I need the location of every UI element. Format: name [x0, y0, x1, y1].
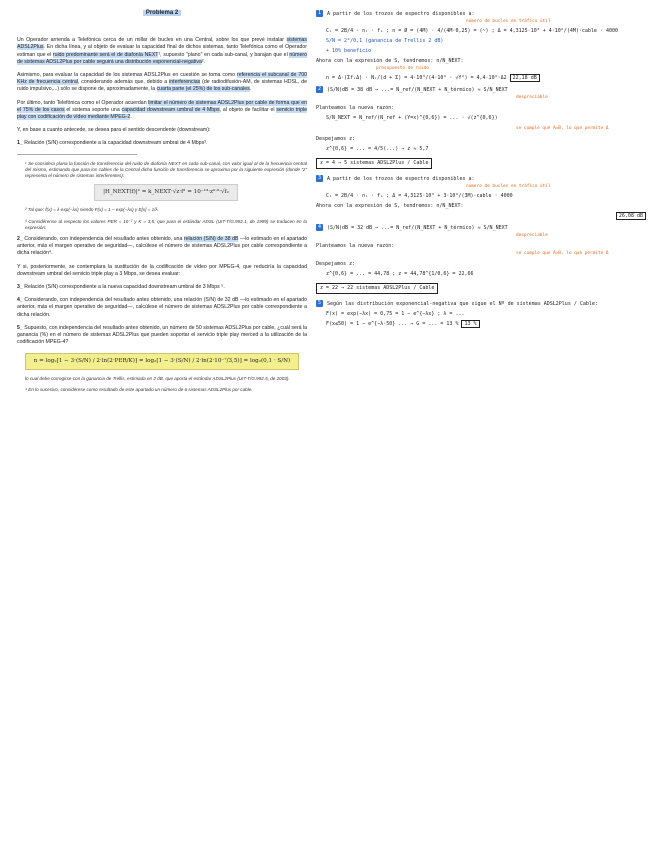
- result-box: 26,08 dB: [616, 212, 646, 220]
- solution-step-3: [316, 105, 646, 132]
- question-2: 2_ Considerando, con independencia del resultado antes obtenido, una relación (S/N) de 38 dB —lo estimado en el apartado anterior, más el margen operativo de seguridad—, calcúlese el número de sistemas ADSL2Plus por cable correspondiente a dicha relación⁴.: [17, 236, 307, 257]
- step-number: 5: [317, 300, 321, 306]
- question-1: 1_ Relación (S/N) correspondiente a la capacidad downstream umbral de 4 Mbps³.: [17, 140, 208, 147]
- intro-2: Y si, posteriormente, se contemplara la sustitución de la codificación de vídeo por MPEG-4, que reduciría la capacidad downstream umbral del servicio triple play a 3 Mbps, se desea evaluar:: [17, 263, 307, 277]
- equation: S/N_NEXT = N_ref/(N_ref + (Y=x)^{0,6}) = ... · √(z^{0,6}): [326, 115, 498, 121]
- footnote-1: ¹ Se considera plana la función de transferencia del ruido de diafonía NEXT en cada sub-canal, con valor igual al de la frecuencia central del mismo, estimando que para los cables de la Central dicha función de transferencia se aproxima por la siguiente expresión (donde "z" representa el número de sistemas interferentes):: [25, 160, 307, 179]
- result-box: 22,18 dB: [510, 74, 540, 82]
- equation: Cᵢ = 2B/4 · nᵢ · fₛ ; Δ = 4,3125·10³ + 3·10⁶/(3M)·cable · 4000: [326, 193, 513, 199]
- annotation: número de bucles en tráfico útil: [466, 19, 551, 24]
- annotation: + 10% beneficio: [326, 48, 372, 54]
- equation: F(x≤50) = 1 − e^{−λ·50} ... ⇒ G = ... = 13 %: [326, 321, 459, 327]
- question-3: 3_ Relación (S/N) correspondiente a la nueva capacidad downstream umbral de 3 Mbps ⁵.: [17, 284, 225, 291]
- equation: S/N = 2⁴/0,1 (ganancia de Trellis 2 dB): [326, 38, 444, 44]
- result-box: z = 22 → 22 sistemas ADSL2Plus / Cable: [316, 283, 438, 294]
- equation: Cᵢ = 2B/4 · nᵢ · fₛ ; n = Ø = (4M) · 4/(4M·0,25) = (~) ; Δ = 4,3125·10³ + 4·10⁶/(4M)·cable · 4000: [326, 28, 618, 34]
- text: Despejamos z:: [316, 261, 356, 267]
- intro-question: Y, en base a cuanto antecede, se desea para el sentido descendente (downstream):: [17, 127, 211, 134]
- footnotes-b: [17, 376, 307, 393]
- text: Planteamos la nueva razón:: [316, 243, 395, 249]
- annotation: despreciable: [516, 95, 548, 100]
- step-number: 1: [317, 10, 321, 16]
- solution-step-1: 1 A partir de los trozos de espectro disponibles a: número de bucles en tráfico útil Cᵢ = 2B/4 · nᵢ · fₛ ; n = Ø = (4M) · 4/(4M·0,25) = (~) ; Δ = 4,3125·10³ + 4·10⁶/(4M)·cable · 4000 S/N = 2⁴/0,1 (ganancia de Trellis 2 dB) + 10% beneficio Ahora con la expresión de S, tendremos: n/N_NEXT: presupuesto de ruido n = Δ·(ΣfᵢΔ) · Nᵢ/(d + Σ) = 4·10³/(4·10⁶ · √f²) = 4,4·10⁶·Δ2 22,18 dB: [316, 10, 646, 82]
- solution-step-6: 4 (S/N)dB = 32 dB ⇒ ...= N_ref/(N_NEXT + N_térmico) ≈ S/N_NEXT despreciable: [316, 224, 646, 239]
- problem-statement: [17, 10, 307, 398]
- result-box: 13 %: [461, 320, 479, 328]
- step-number: 2: [317, 86, 321, 92]
- footnote-3: ³ Considérense al respecto los valores PER = 10⁻⁷ y K = 3,5; que para el estándar ADSL (UIT-T/G.992.1, de 1999) se traducen en la expresión:: [25, 218, 307, 230]
- annotation: se cumple que A=B, lo que permite Δ: [516, 126, 609, 131]
- next-formula: |H_NEXT(f)|² = k_NEXT·√z·f² = 10⁻¹³·z⁰·⁶·√f₂: [25, 184, 307, 201]
- text: Ahora con la expresión de S, tendremos: n/N_NEXT:: [316, 58, 464, 64]
- annotation: presupuesto de ruido: [376, 66, 429, 71]
- annotation: se cumple que A=B, lo que permite Δ: [516, 251, 609, 256]
- solution-step-7: [316, 243, 646, 257]
- footnotes-a: [17, 161, 307, 231]
- annotation: número de bucles en tráfico útil: [466, 184, 551, 189]
- step-number: 3: [317, 175, 321, 181]
- equation: z^{0,6} = ... = 4/5(...) ⇒ z ≈ 5,7: [326, 146, 429, 152]
- paragraph-3: Por último, tanto Telefónica como el Operador acuerdan limitar el número de sistemas ADSL2Plus por cable de forma que en el 75% de los casos el sistema soporte una capacidad downstream umbral de 4 Mbps, al objeto de facilitar el servicio triple play con codificación de vídeo mediante MPEG-2.: [17, 99, 307, 121]
- solution-notes: [316, 10, 646, 332]
- solution-step-8: [316, 261, 646, 296]
- step-number: 4: [317, 224, 321, 230]
- solution-step-2: 2 (S/N)dB = 38 dB ⇒ ...= N_ref/(N_NEXT + N_térmico) ≈ S/N_NEXT despreciable: [316, 86, 646, 101]
- footnote-2: ² Tal que: f(x) = λ·exp(−λx) siendo F(x) = 1 − exp(−λx) y E[x] = 1/λ: [25, 207, 158, 213]
- equation: F(x) = exp(−λx) = 0,75 = 1 − e^{−λx} ; λ = ...: [326, 311, 465, 317]
- annotation: despreciable: [516, 233, 548, 238]
- equation: n = Δ·(ΣfᵢΔ) · Nᵢ/(d + Σ) = 4·10³/(4·10⁶ · √f²) = 4,4·10⁶·Δ2: [326, 75, 507, 81]
- equation: z^{0,6} = ... = 44,78 ; z = 44,78^{1/0,6} = 22,66: [326, 271, 474, 277]
- solution-step-4: [316, 136, 646, 171]
- footnote-4: ⁴ En lo sucesivo, considérese como resultado de este apartado un número de 6 sistemas ADSL2Plus por cable.: [25, 386, 253, 392]
- text: Despejamos z:: [316, 136, 356, 142]
- question-5: 5_ Supuesto, con independencia del resultado antes obtenido, un número de 50 sistemas ADSL2Plus por cable, ¿cuál será la ganancia (%) en el número de sistemas ADSL2Plus que pueden soportar el servicio triple play merced a la utilización de la codificación MPEG-4?: [17, 324, 307, 346]
- result-box: z = 4 → 5 sistemas ADSL2Plus / Cable: [316, 158, 432, 169]
- solution-step-9: 5 Según las distribución exponencial-negativa que sigue el Nº de sistemas ADSL2Plus / Cable: F(x) = exp(−λx) = 0,75 = 1 − e^{−λx} ; λ = ... F(x≤50) = 1 − e^{−λ·50} ... ⇒ G = ... = 13 % 13 %: [316, 300, 646, 328]
- text: Planteamos la nueva razón:: [316, 105, 395, 111]
- text: Ahora con la expresión de S, tendremos: n/N_NEXT:: [316, 203, 464, 209]
- footnote-separator: [17, 154, 137, 155]
- paragraph-2: Asimismo, para evaluar la capacidad de los sistemas ADSL2Plus en cuestión se toma como referencia el subcanal de 700 KHz de frecuencia central, considerando además que, debido a interferencias (de radiodifusión-AM, de sistemas HDSL, de ruido impulsivo,...) sólo se dispone de, aproximadamente, la cuarta parte (el 25%) de los sub-canales.: [17, 72, 308, 93]
- page-title: Problema 2: [17, 10, 307, 17]
- question-4: 4_ Considerando, con independencia del resultado antes obtenido, una relación (S/N) de 32 dB —lo estimado en el apartado anterior, más el margen operativo de seguridad—, calcúlese el número de sistemas ADSL2Plus por cable correspondiente a dicha relación.: [17, 297, 307, 318]
- footnote-trellis: lo cual debe corregirse con la ganancia de Trellis, estimada en 2 dB, que aporta el estándar ADSL2Plus (UIT-T/G.992.5, de 2003).: [25, 375, 290, 381]
- capacity-formula: n = log₂[1 − 3·(S/N) / 2·ln(2·PER/K)] = log₂[1 − 3·(S/N) / 2·ln(2·10⁻⁷/3,5)] = log₂(0,1 · S/N): [17, 353, 307, 370]
- solution-step-5: 3 A partir de los trozos de espectro disponibles a: número de bucles en tráfico útil Cᵢ = 2B/4 · nᵢ · fₛ ; Δ = 4,3125·10³ + 3·10⁶/(3M)·cable · 4000 Ahora con la expresión de S, tendremos: n/N_NEXT: 26,08 dB: [316, 175, 646, 220]
- paragraph-1: Un Operador arrienda a Telefónica cerca de un millar de bucles en una Central, sobre los que prevé instalar sistemas ADSL2Plus. En dicha línea, y al objeto de evaluar la capacidad final de dichos sistemas, tanto Telefónica como el Operador estiman que el ruido predominante será el de diafonía NEXT¹, supuesto "plano" en cada sub-canal, y barajan que el número de sistemas ADSL2Plus por cable seguirá una distribución exponencial-negativa².: [17, 37, 307, 65]
